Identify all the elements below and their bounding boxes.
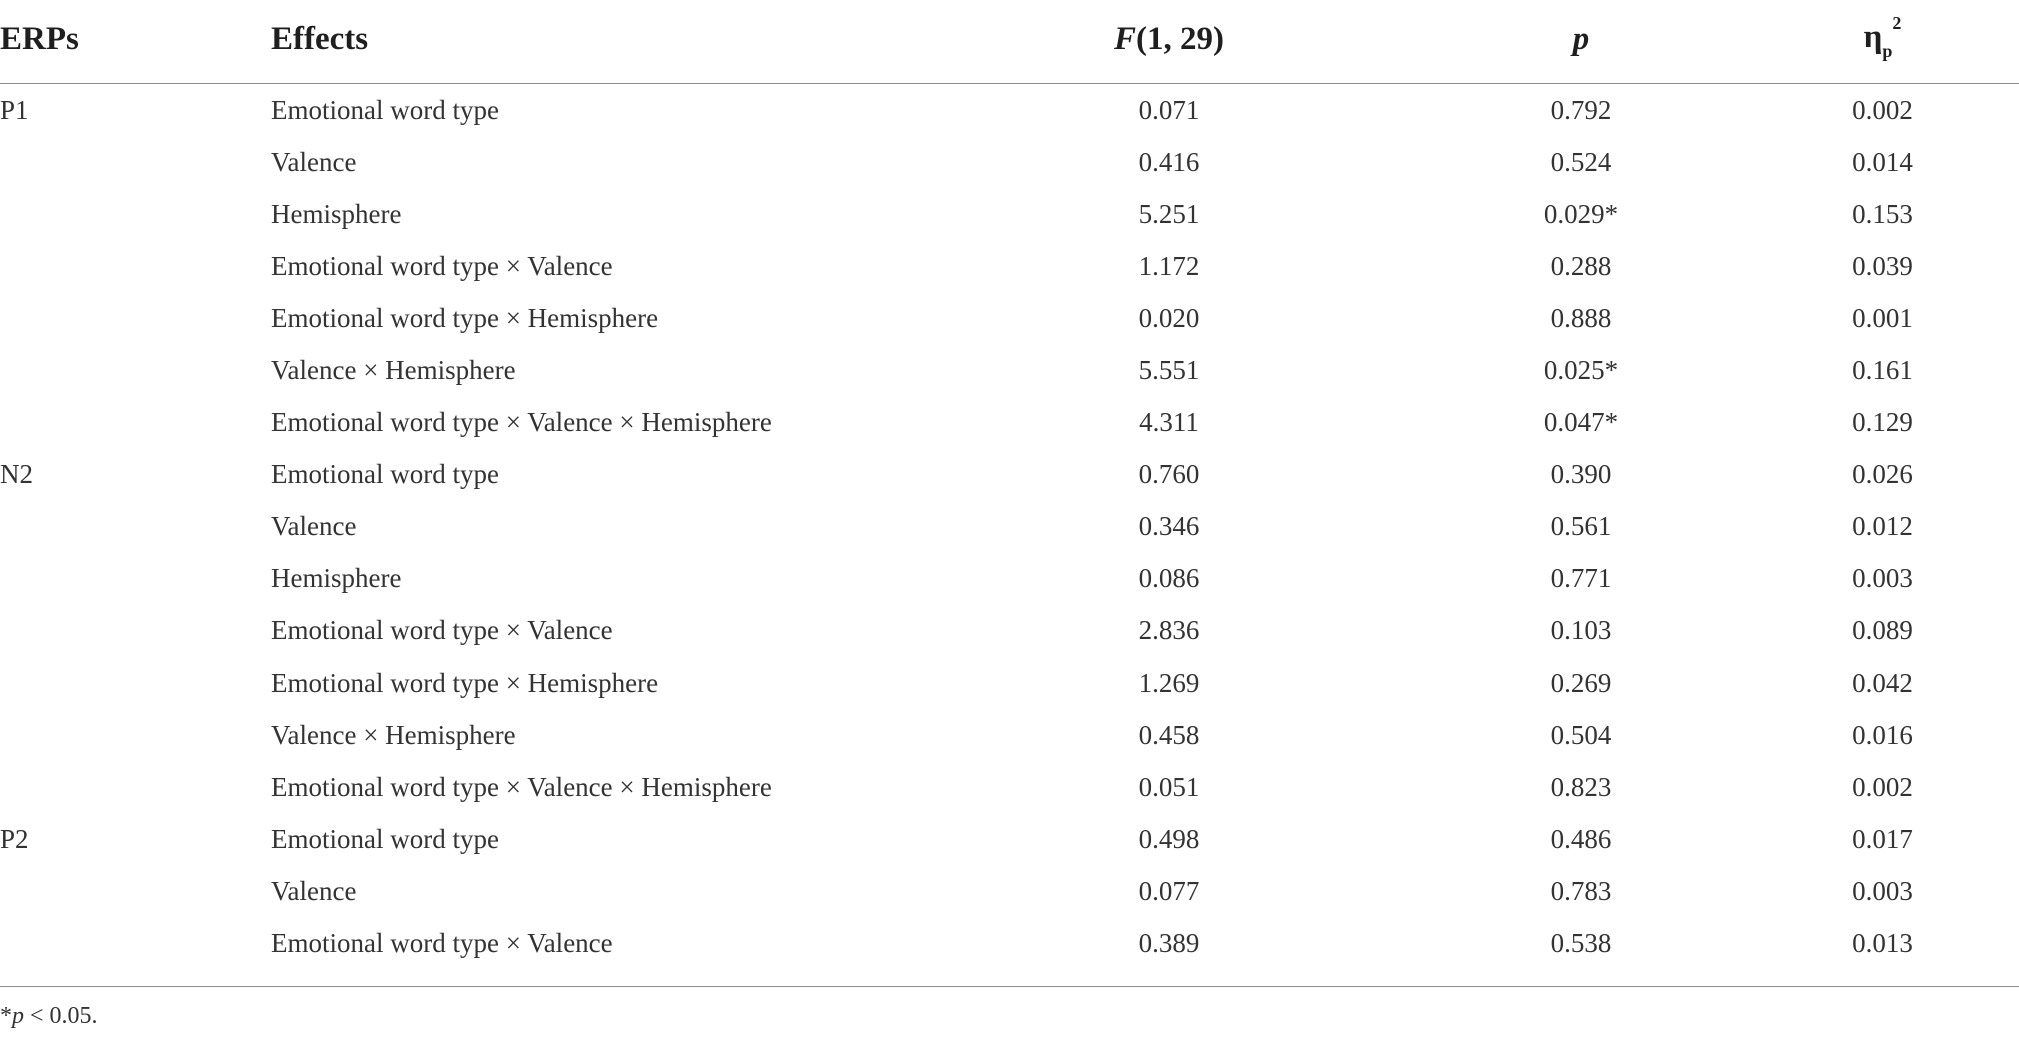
effect-cell: Valence bbox=[271, 875, 357, 906]
p-value-cell: 0.504 bbox=[1550, 719, 1612, 750]
table-row bbox=[0, 188, 2019, 240]
p-value-cell: 0.486 bbox=[1550, 823, 1612, 854]
erp-cell bbox=[0, 657, 271, 709]
table-header bbox=[0, 0, 2019, 84]
erp-cell bbox=[0, 188, 271, 240]
effect-cell: Emotional word type bbox=[271, 823, 499, 854]
table-row bbox=[0, 344, 2019, 396]
erp-cell: P2 bbox=[0, 823, 29, 854]
table-row bbox=[0, 553, 2019, 605]
f-value-cell: 0.077 bbox=[1138, 875, 1200, 906]
p-value-cell: 0.792 bbox=[1550, 94, 1612, 125]
p-value-cell: 0.390 bbox=[1550, 459, 1612, 490]
p-value-cell: 0.888 bbox=[1550, 302, 1612, 333]
f-value-cell: 0.051 bbox=[1138, 771, 1200, 802]
table-row bbox=[0, 449, 2019, 501]
p-value-cell: 0.103 bbox=[1550, 615, 1612, 646]
eta-value-cell: 0.039 bbox=[1852, 250, 1913, 281]
eta-value-cell: 0.161 bbox=[1852, 355, 1913, 386]
p-value-cell: 0.269 bbox=[1550, 667, 1612, 698]
header-effects: Effects bbox=[271, 0, 922, 82]
table-row bbox=[0, 397, 2019, 449]
f-value-cell: 0.071 bbox=[1138, 94, 1200, 125]
effect-cell: Valence bbox=[271, 146, 357, 177]
table-body bbox=[0, 84, 2019, 970]
erp-cell: P1 bbox=[0, 94, 29, 125]
header-eta-symbol: η bbox=[1863, 19, 1883, 56]
table-row bbox=[0, 918, 2019, 970]
erp-cell: N2 bbox=[0, 459, 33, 490]
eta-value-cell: 0.129 bbox=[1852, 407, 1913, 438]
p-value-cell: 0.524 bbox=[1550, 146, 1612, 177]
effect-cell: Emotional word type × Valence bbox=[271, 250, 613, 281]
eta-value-cell: 0.089 bbox=[1852, 615, 1913, 646]
f-value-cell: 1.269 bbox=[1138, 667, 1200, 698]
effect-cell: Emotional word type bbox=[271, 94, 499, 125]
header-f-letter: F bbox=[1114, 21, 1137, 57]
table-row bbox=[0, 709, 2019, 761]
erp-cell bbox=[0, 292, 271, 344]
eta-value-cell: 0.017 bbox=[1852, 823, 1913, 854]
eta-value-cell: 0.001 bbox=[1852, 302, 1913, 333]
effect-cell: Valence bbox=[271, 511, 357, 542]
erp-cell bbox=[0, 344, 271, 396]
effect-cell: Valence × Hemisphere bbox=[271, 355, 516, 386]
f-value-cell: 5.551 bbox=[1138, 355, 1200, 386]
p-value-cell: 0.783 bbox=[1550, 875, 1612, 906]
erp-cell bbox=[0, 709, 271, 761]
table-row bbox=[0, 813, 2019, 865]
f-value-cell: 1.172 bbox=[1138, 250, 1200, 281]
effect-cell: Hemisphere bbox=[271, 563, 402, 594]
effect-cell: Valence × Hemisphere bbox=[271, 719, 516, 750]
f-value-cell: 5.251 bbox=[1138, 198, 1200, 229]
table-row bbox=[0, 657, 2019, 709]
p-value-cell: 0.025* bbox=[1543, 355, 1619, 386]
effect-cell: Emotional word type × Valence bbox=[271, 928, 613, 958]
f-value-cell: 0.346 bbox=[1138, 511, 1200, 542]
effect-cell: Hemisphere bbox=[271, 198, 402, 229]
header-f-df: (1, 29) bbox=[1136, 21, 1224, 57]
p-value-cell: 0.538 bbox=[1550, 928, 1612, 958]
header-eta-sub: p bbox=[1882, 40, 1893, 61]
effect-cell: Emotional word type × Valence × Hemisphere bbox=[271, 407, 772, 438]
table-row bbox=[0, 605, 2019, 657]
table-row bbox=[0, 292, 2019, 344]
f-value-cell: 4.311 bbox=[1139, 407, 1199, 438]
p-value-cell: 0.029* bbox=[1543, 198, 1619, 229]
header-partial-eta-squared bbox=[1746, 0, 2019, 82]
header-p-letter: p bbox=[1572, 21, 1590, 57]
eta-value-cell: 0.014 bbox=[1852, 146, 1913, 177]
footnote-star: * bbox=[0, 1003, 12, 1029]
erp-cell bbox=[0, 240, 271, 292]
f-value-cell: 0.458 bbox=[1138, 719, 1200, 750]
p-value-cell: 0.771 bbox=[1550, 563, 1612, 594]
eta-value-cell: 0.003 bbox=[1852, 875, 1913, 906]
effect-cell: Emotional word type bbox=[271, 459, 499, 490]
header-p-value bbox=[1416, 0, 1746, 82]
table-row bbox=[0, 240, 2019, 292]
erp-cell bbox=[0, 865, 271, 917]
header-erps: ERPs bbox=[0, 0, 271, 82]
table-row bbox=[0, 136, 2019, 188]
f-value-cell: 0.760 bbox=[1138, 459, 1200, 490]
header-eta-sup: 2 bbox=[1892, 13, 1902, 34]
f-value-cell: 0.416 bbox=[1138, 146, 1200, 177]
footnote-p-letter: p bbox=[12, 1003, 24, 1029]
effect-cell: Emotional word type × Hemisphere bbox=[271, 302, 659, 333]
eta-value-cell: 0.013 bbox=[1852, 928, 1913, 958]
f-value-cell: 2.836 bbox=[1138, 615, 1200, 646]
eta-value-cell: 0.012 bbox=[1852, 511, 1913, 542]
table-bottom-rule bbox=[0, 986, 2019, 987]
p-value-cell: 0.047* bbox=[1543, 407, 1619, 438]
header-row bbox=[0, 0, 2019, 84]
eta-value-cell: 0.016 bbox=[1852, 719, 1913, 750]
table-row bbox=[0, 501, 2019, 553]
p-value-cell: 0.288 bbox=[1550, 250, 1612, 281]
f-value-cell: 0.020 bbox=[1138, 302, 1200, 333]
effect-cell: Emotional word type × Valence bbox=[271, 615, 613, 646]
eta-value-cell: 0.003 bbox=[1852, 563, 1913, 594]
erp-cell bbox=[0, 605, 271, 657]
p-value-cell: 0.561 bbox=[1550, 511, 1612, 542]
eta-value-cell: 0.042 bbox=[1852, 667, 1913, 698]
effect-cell: Emotional word type × Hemisphere bbox=[271, 667, 659, 698]
header-f-statistic bbox=[922, 0, 1416, 82]
erp-cell bbox=[0, 136, 271, 188]
table-row bbox=[0, 761, 2019, 813]
erp-cell bbox=[0, 553, 271, 605]
table-row bbox=[0, 84, 2019, 137]
erp-cell bbox=[0, 501, 271, 553]
footnote-threshold: < 0.05. bbox=[24, 1003, 98, 1029]
p-value-cell: 0.823 bbox=[1550, 771, 1612, 802]
table-footnote bbox=[0, 1003, 98, 1030]
eta-value-cell: 0.026 bbox=[1852, 459, 1913, 490]
f-value-cell: 0.086 bbox=[1138, 563, 1200, 594]
eta-value-cell: 0.153 bbox=[1852, 198, 1913, 229]
table-row bbox=[0, 865, 2019, 917]
eta-value-cell: 0.002 bbox=[1852, 94, 1913, 125]
erp-cell bbox=[0, 918, 271, 970]
effect-cell: Emotional word type × Valence × Hemisphere bbox=[271, 771, 772, 802]
eta-value-cell: 0.002 bbox=[1852, 771, 1913, 802]
erp-cell bbox=[0, 761, 271, 813]
f-value-cell: 0.389 bbox=[1138, 928, 1200, 958]
erp-cell bbox=[0, 397, 271, 449]
f-value-cell: 0.498 bbox=[1138, 823, 1200, 854]
